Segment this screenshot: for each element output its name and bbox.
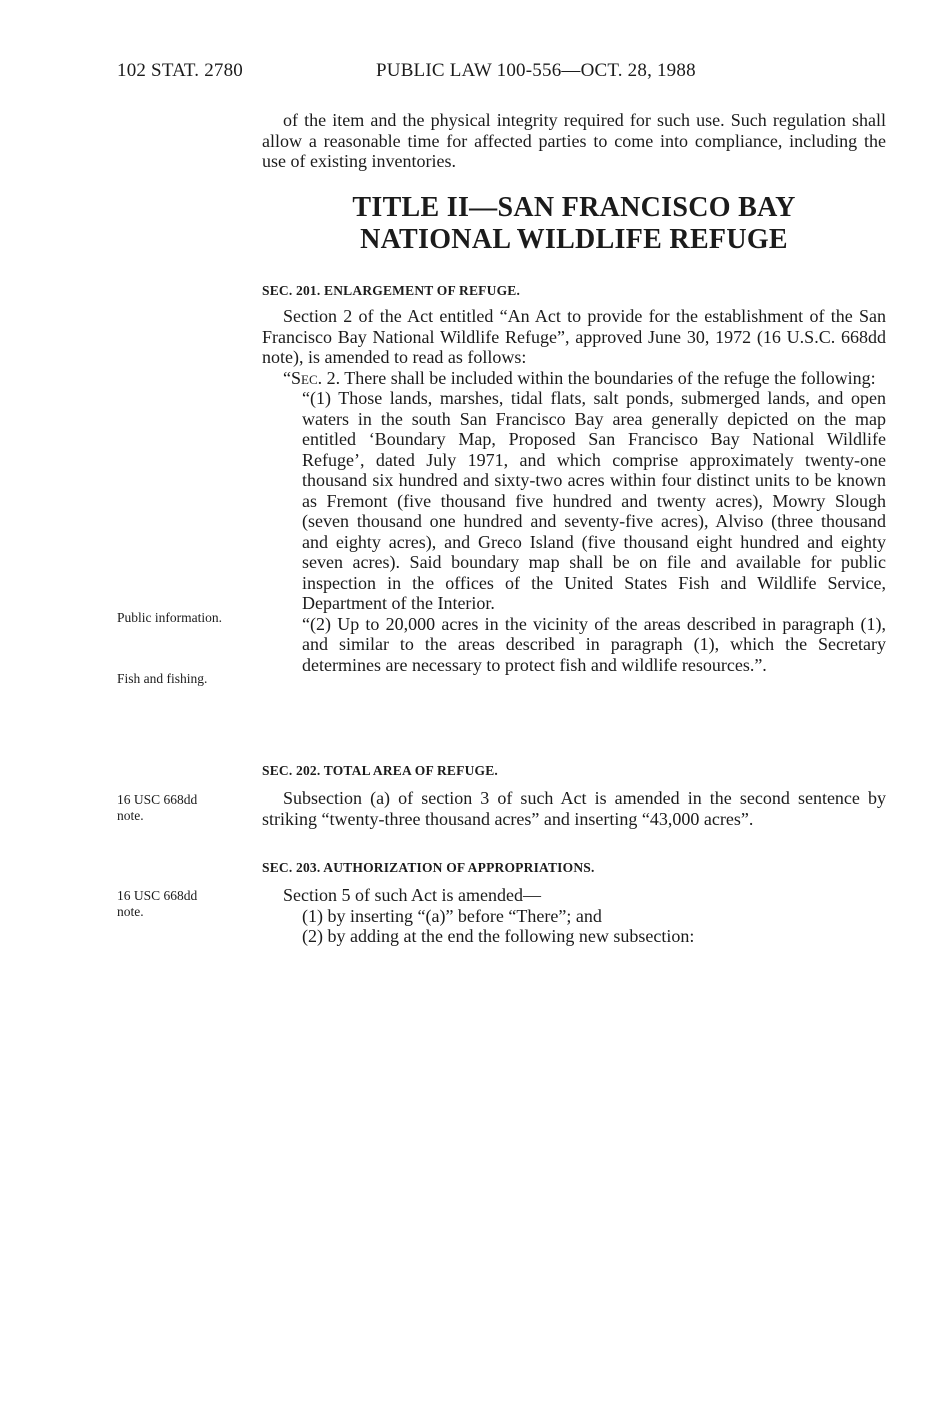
page-running-head: PUBLIC LAW 100-556—OCT. 28, 1988 — [376, 60, 696, 81]
page-stat-citation: 102 STAT. 2780 — [117, 60, 244, 81]
sec-201-para-1: Section 2 of the Act entitled “An Act to provide for the establishment of the San Francisco Bay National Wildlife Refuge”, approved June 30, 1972 (16 U.S.C. 668dd note), is amended to read as follows: — [262, 306, 886, 367]
sec-203-item-1: (1) by inserting “(a)” before “There”; and — [302, 905, 602, 926]
sidenote-public-information: Public information. — [117, 610, 222, 625]
sec-201-para-2-rest: . 2. There shall be included within the boundaries of the refuge the following: — [317, 367, 876, 388]
title-heading — [262, 192, 886, 256]
sec-201-heading: SEC. 201. ENLARGEMENT OF REFUGE. — [262, 283, 521, 298]
sec-201-item-1: “(1) Those lands, marshes, tidal flats, salt ponds, submerged lands, and open waters in the south San Francisco Bay area generally depicted on the map entitled ‘Boundary Map, Proposed San Francisco Bay National Wildlife Refuge’, dated July 1971, and which comprise approximately twenty-one thousand six hundred and sixty-two acres within four distinct units to be known as Fremont (five thousand five hundred and twenty acres), Mowry Slough (seven thousand one hundred and seventy-five acres), Alviso (three thousand and eighty acres), and Greco Island (five thousand eight hundred and eighty seven acres). Said boundary map shall be on file and available for public inspection in the offices of the United States Fish and Wildlife Service, Department of the Interior. — [302, 388, 886, 613]
title-line-1: TITLE II—SAN FRANCISCO BAY — [352, 192, 796, 223]
sec-201-item-2: “(2) Up to 20,000 acres in the vicinity of the areas described in paragraph (1), and similar to the areas described in paragraph (1), which the Secretary determines are necessary to protect fish and wildlife resources.”. — [302, 613, 886, 675]
sec-203-body — [262, 885, 886, 947]
sec-202-para: Subsection (a) of section 3 of such Act is amended in the second sentence by striking “twenty-three thousand acres” and inserting “43,000 acres”. — [262, 788, 886, 829]
sec-201-para-2-quote: “ — [283, 367, 291, 388]
sec-201-body — [262, 306, 886, 675]
sec-202-heading: SEC. 202. TOTAL AREA OF REFUGE. — [262, 763, 499, 778]
sec-203-heading: SEC. 203. AUTHORIZATION OF APPROPRIATIONS. — [262, 860, 595, 875]
intro-paragraph: of the item and the physical integrity required for such use. Such regulation shall allow a reasonable time for affected parties to come into compliance, including the use of existing inventories. — [262, 110, 886, 171]
sec-201-para-2-sec: Sec — [291, 367, 318, 388]
sidenote-fish-and-fishing: Fish and fishing. — [117, 671, 208, 686]
title-line-2: NATIONAL WILDLIFE REFUGE — [360, 224, 788, 255]
sidenote-usc-citation-1: 16 USC 668dd note. — [117, 792, 198, 823]
sec-203-para: Section 5 of such Act is amended— — [283, 885, 541, 905]
sec-203-item-2: (2) by adding at the end the following new subsection: — [302, 926, 695, 946]
sidenote-usc-citation-2: 16 USC 668dd note. — [117, 888, 198, 919]
sec-201-para-2 — [262, 368, 886, 389]
